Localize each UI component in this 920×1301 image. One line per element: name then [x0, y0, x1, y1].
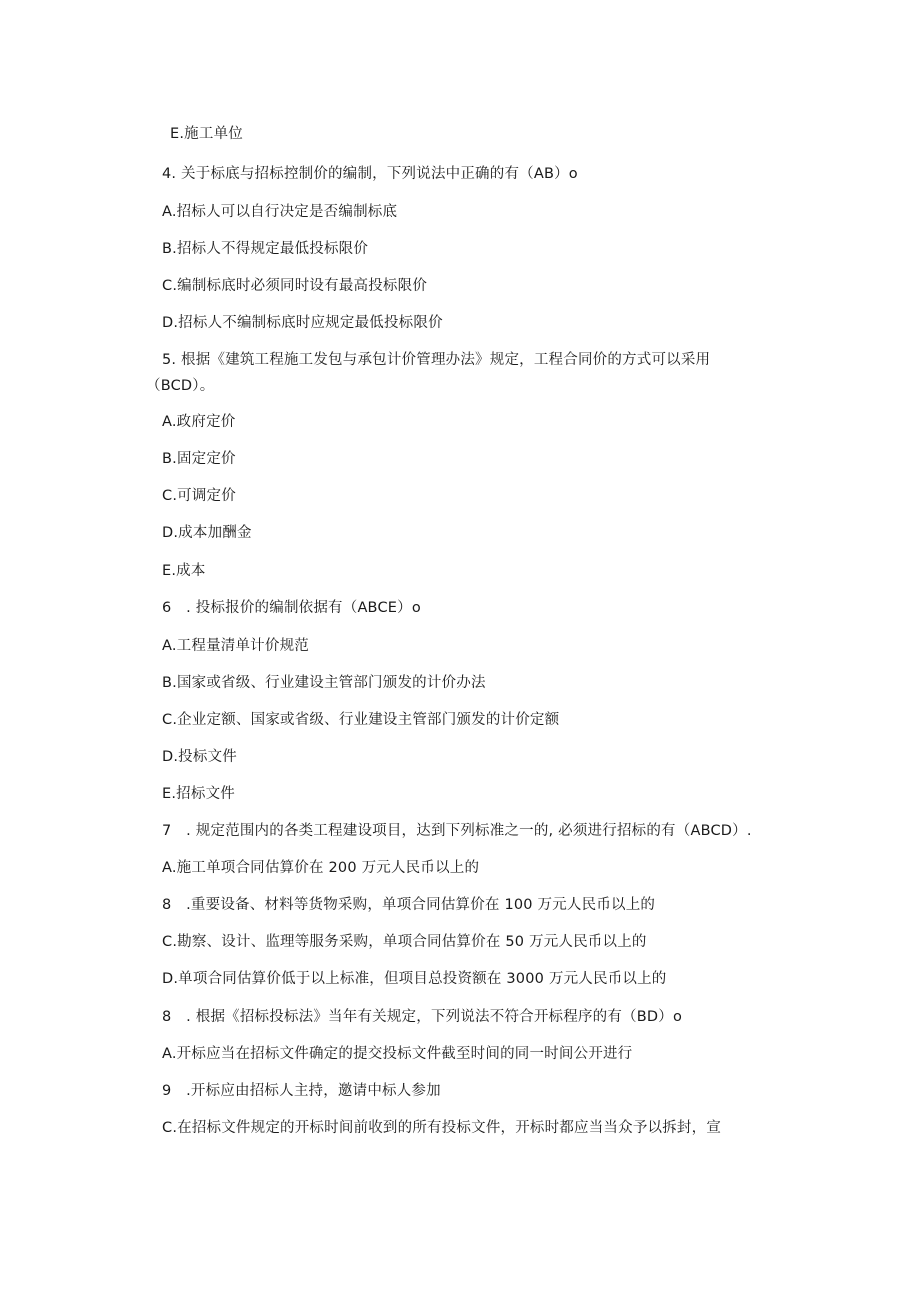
question-8: 8 . 根据《招标投标法》当年有关规定，下列说法不符合开标程序的有（BD）o: [162, 1009, 683, 1025]
question-5-option-b: B.固定定价: [162, 451, 236, 467]
option-e-construction-unit: E.施工单位: [170, 126, 243, 142]
question-5-continuation: （BCD）。: [146, 378, 215, 394]
question-4-option-c: C.编制标底时必须同时设有最高投标限价: [162, 278, 428, 294]
question-6-option-e: E.招标文件: [162, 786, 235, 802]
question-5-option-d: D.成本加酬金: [162, 525, 252, 541]
question-6-option-b: B.国家或省级、行业建设主管部门颁发的计价办法: [162, 675, 486, 691]
question-6: 6 . 投标报价的编制依据有（ABCE）o: [162, 600, 421, 616]
question-5-option-a: A.政府定价: [162, 414, 236, 430]
question-7-option-c: C.勘察、设计、监理等服务采购，单项合同估算价在 50 万元人民币以上的: [162, 934, 647, 950]
question-8-option-a: A.开标应当在招标文件确定的提交投标文件截至时间的同一时间公开进行: [162, 1046, 633, 1062]
question-4: 4. 关于标底与招标控制价的编制，下列说法中正确的有（AB）o: [162, 166, 578, 182]
question-8-option-b: 9 .开标应由招标人主持，邀请中标人参加: [162, 1083, 441, 1099]
question-5: 5. 根据《建筑工程施工发包与承包计价管理办法》规定，工程合同价的方式可以采用: [162, 352, 711, 368]
question-7: 7 . 规定范围内的各类工程建设项目，达到下列标准之一的, 必须进行招标的有（ABCD）.: [162, 823, 752, 839]
question-7-option-a: A.施工单项合同估算价在 200 万元人民币以上的: [162, 860, 480, 876]
question-7-option-d: D.单项合同估算价低于以上标准，但项目总投资额在 3000 万元人民币以上的: [162, 971, 667, 987]
question-4-option-d: D.招标人不编制标底时应规定最低投标限价: [162, 315, 443, 331]
question-7-option-b: 8 .重要设备、材料等货物采购，单项合同估算价在 100 万元人民币以上的: [162, 897, 656, 913]
question-6-option-a: A.工程量清单计价规范: [162, 638, 309, 654]
question-6-option-c: C.企业定额、国家或省级、行业建设主管部门颁发的计价定额: [162, 712, 560, 728]
question-6-option-d: D.投标文件: [162, 749, 237, 765]
question-5-option-c: C.可调定价: [162, 488, 236, 504]
question-4-option-a: A.招标人可以自行决定是否编制标底: [162, 204, 398, 220]
question-5-option-e: E.成本: [162, 563, 206, 579]
question-4-option-b: B.招标人不得规定最低投标限价: [162, 241, 369, 257]
question-8-option-c: C.在招标文件规定的开标时间前收到的所有投标文件，开标时都应当当众予以拆封，宣: [162, 1120, 722, 1136]
